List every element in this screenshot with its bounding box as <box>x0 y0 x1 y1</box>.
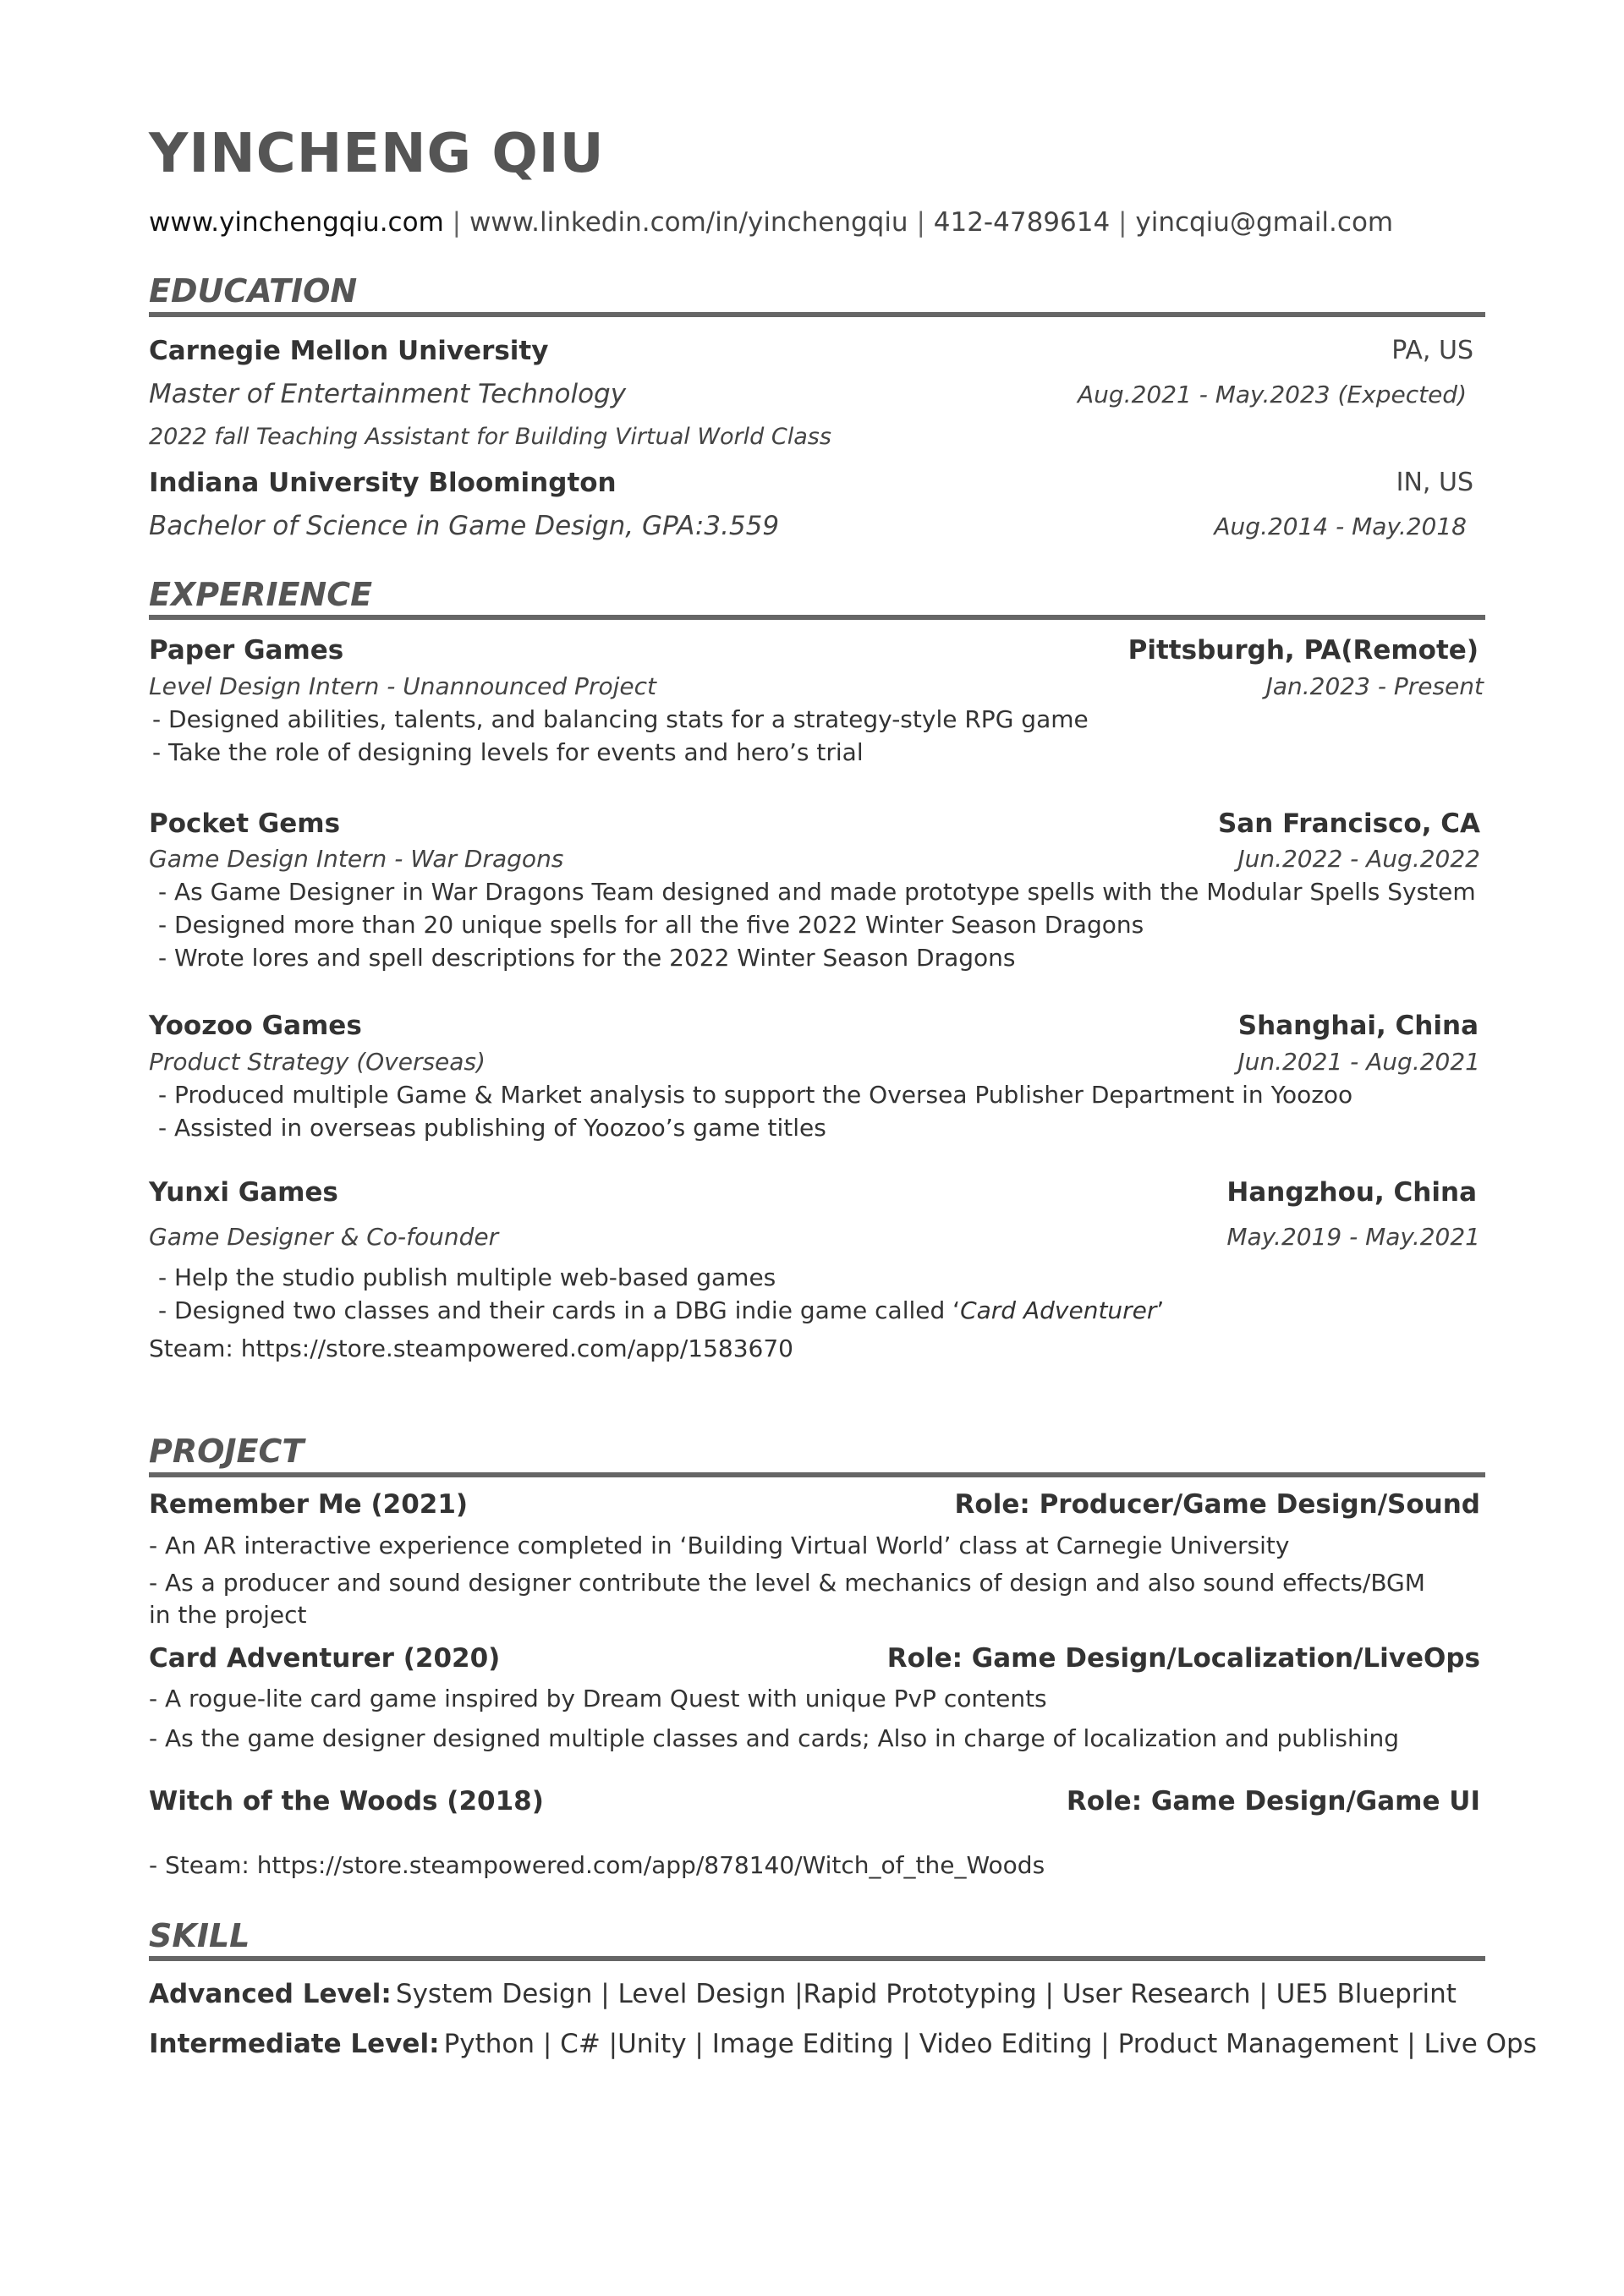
project-line: - As the game designer designed multiple classes and cards; Also in charge of localization and publishing <box>149 1724 1400 1752</box>
experience-location: Pittsburgh, PA(Remote) <box>1127 635 1479 666</box>
project-role: Role: Game Design/Game UI <box>1066 1786 1480 1817</box>
education-location: IN, US <box>1396 468 1473 497</box>
experience-role: Level Design Intern - Unannounced Project <box>149 672 656 700</box>
steam-link[interactable]: Steam: https://store.steampowered.com/app/1583670 <box>149 1334 793 1362</box>
experience-divider <box>149 615 1485 620</box>
experience-dates: Jun.2022 - Aug.2022 <box>1237 845 1480 873</box>
project-name: Remember Me (2021) <box>149 1489 469 1520</box>
education-school: Indiana University Bloomington <box>149 468 617 498</box>
experience-company: Pocket Gems <box>149 808 341 839</box>
project-divider <box>149 1472 1485 1477</box>
experience-bullet: - Designed more than 20 unique spells for all the five 2022 Winter Season Dragons <box>158 911 1144 939</box>
website-link[interactable]: www.yinchengqiu.com <box>149 207 444 238</box>
contact-line <box>149 207 1394 238</box>
experience-dates: Jan.2023 - Present <box>1265 672 1484 700</box>
project-line[interactable]: - Steam: https://store.steampowered.com/app/878140/Witch_of_the_Woods <box>149 1851 1045 1879</box>
skill-intermediate-label: Intermediate Level: <box>149 2029 440 2059</box>
experience-bullet: - Take the role of designing levels for events and hero’s trial <box>152 738 864 766</box>
skill-intermediate-list: Python | C# |Unity | Image Editing | Video Editing | Product Management | Live Ops <box>443 2029 1537 2059</box>
education-dates: Aug.2014 - May.2018 <box>1214 512 1467 540</box>
phone-number: 412-4789614 <box>933 207 1111 238</box>
experience-bullet: - Assisted in overseas publishing of Yoozoo’s game titles <box>158 1114 826 1142</box>
skill-advanced-list: System Design | Level Design |Rapid Prototyping | User Research | UE5 Blueprint <box>395 1979 1457 2009</box>
project-heading: PROJECT <box>149 1433 304 1470</box>
experience-location: San Francisco, CA <box>1217 808 1480 839</box>
project-line: - A rogue-lite card game inspired by Dream Quest with unique PvP contents <box>149 1685 1047 1712</box>
experience-role: Game Designer & Co-founder <box>149 1223 499 1251</box>
linkedin-link[interactable]: www.linkedin.com/in/yinchengqiu <box>469 207 908 238</box>
project-name: Witch of the Woods (2018) <box>149 1786 544 1817</box>
education-note: 2022 fall Teaching Assistant for Building Virtual World Class <box>149 424 831 450</box>
experience-company: Paper Games <box>149 635 344 666</box>
separator: | <box>916 207 925 238</box>
experience-company: Yoozoo Games <box>149 1011 362 1041</box>
candidate-name: YINCHENG QIU <box>149 123 605 185</box>
experience-bullet: - As Game Designer in War Dragons Team designed and made prototype spells with the Modular Spells System <box>158 878 1476 906</box>
project-line: - As a producer and sound designer contribute the level & mechanics of design and also sound effects/BGM in the project <box>149 1569 1425 1629</box>
project-role: Role: Game Design/Localization/LiveOps <box>886 1643 1480 1674</box>
experience-company: Yunxi Games <box>149 1177 338 1208</box>
experience-bullet: - Produced multiple Game & Market analysis to support the Oversea Publisher Department in Yoozoo <box>158 1081 1353 1109</box>
experience-bullet: - Wrote lores and spell descriptions for the 2022 Winter Season Dragons <box>158 944 1016 972</box>
education-divider <box>149 312 1485 317</box>
experience-location: Hangzhou, China <box>1226 1177 1477 1208</box>
experience-role: Game Design Intern - War Dragons <box>149 845 564 873</box>
experience-dates: May.2019 - May.2021 <box>1226 1223 1480 1251</box>
separator: | <box>1118 207 1127 238</box>
experience-role: Product Strategy (Overseas) <box>149 1048 486 1076</box>
education-dates: Aug.2021 - May.2023 (Expected) <box>1078 381 1467 408</box>
experience-location: Shanghai, China <box>1237 1011 1479 1041</box>
experience-heading: EXPERIENCE <box>149 576 373 613</box>
project-role: Role: Producer/Game Design/Sound <box>954 1489 1480 1520</box>
experience-bullet: - Help the studio publish multiple web-based games <box>158 1263 776 1291</box>
skill-advanced-row <box>149 1981 1457 2008</box>
education-degree: Master of Entertainment Technology <box>149 379 627 409</box>
experience-bullet: - Designed two classes and their cards in a DBG indie game called ‘Card Adventurer’ <box>158 1296 1165 1324</box>
experience-bullet: - Designed abilities, talents, and balancing stats for a strategy-style RPG game <box>152 705 1089 733</box>
project-name: Card Adventurer (2020) <box>149 1643 501 1674</box>
skill-divider <box>149 1956 1485 1961</box>
skill-heading: SKILL <box>149 1917 250 1954</box>
education-school: Carnegie Mellon University <box>149 336 549 366</box>
email-link[interactable]: yincqiu@gmail.com <box>1135 207 1394 238</box>
education-degree: Bachelor of Science in Game Design, GPA:3.559 <box>149 511 780 541</box>
game-title: Card Adventurer <box>960 1296 1157 1324</box>
skill-advanced-label: Advanced Level: <box>149 1979 392 2009</box>
project-line: - An AR interactive experience completed in ‘Building Virtual World’ class at Carnegie University <box>149 1532 1290 1559</box>
skill-intermediate-row <box>149 2031 1537 2058</box>
education-heading: EDUCATION <box>149 272 358 310</box>
experience-dates: Jun.2021 - Aug.2021 <box>1237 1048 1480 1076</box>
education-location: PA, US <box>1391 336 1473 365</box>
separator: | <box>452 207 462 238</box>
